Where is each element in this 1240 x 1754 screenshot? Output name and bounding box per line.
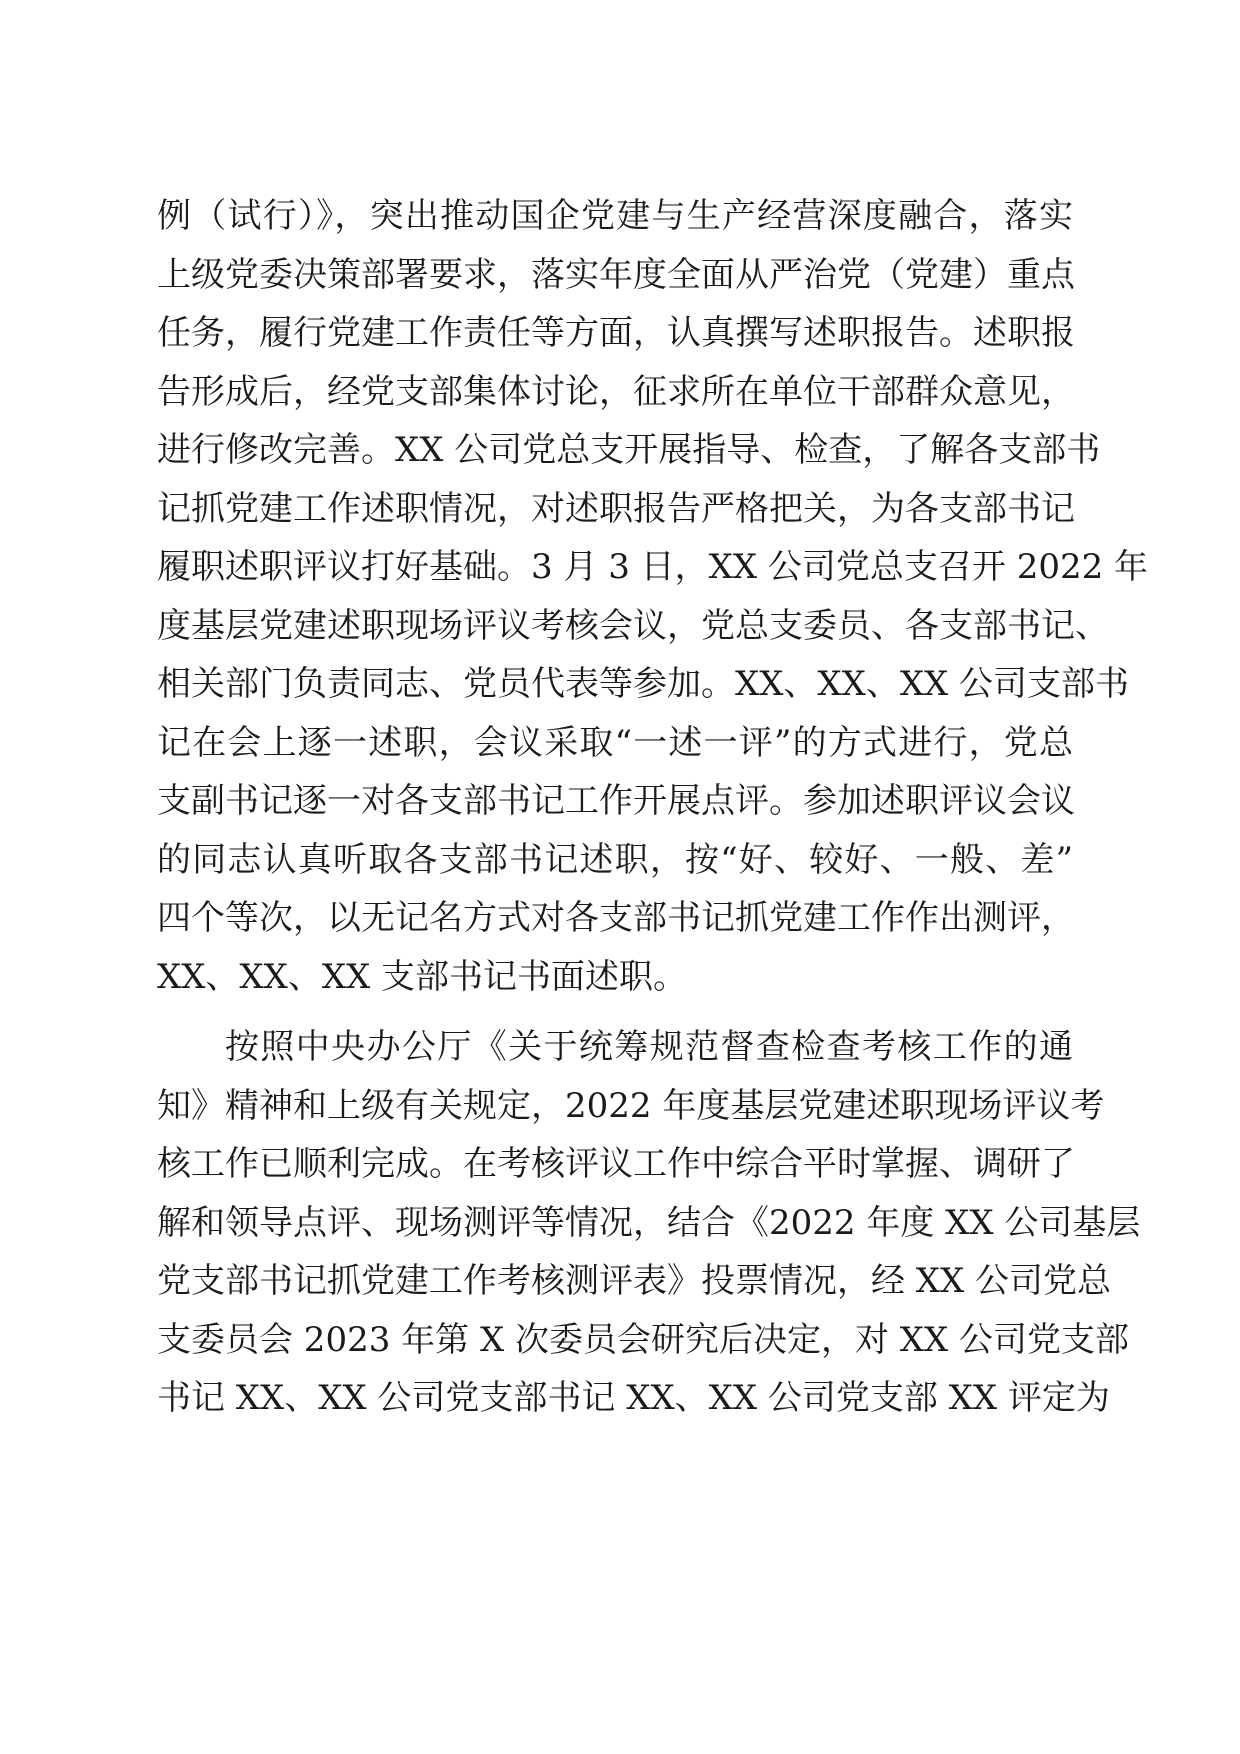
document-body [157, 187, 1149, 1428]
text-line: 书记 XX、XX 公司党支部书记 XX、XX 公司党支部 XX 评定为 [157, 1378, 1110, 1418]
text-line: 上级党委决策部署要求，落实年度全面从严治党（党建）重点 [157, 254, 1075, 295]
text-line: 度基层党建述职现场评议考核会议，党总支委员、各支部书记、 [157, 605, 1109, 646]
text-line: 按照中央办公厅《关于统筹规范督查检查考核工作的通 [225, 1027, 1073, 1067]
text-line: 支委员会 2023 年第 X 次委员会研究后决定，对 XX 公司党支部 [157, 1319, 1129, 1360]
text-line: 知》精神和上级有关规定，2022 年度基层党建述职现场评议考 [157, 1085, 1105, 1126]
text-line: 履职述职评议打好基础。3 月 3 日，XX 公司党总支召开 2022 年 [157, 547, 1149, 587]
paragraph-2 [157, 1018, 1141, 1428]
text-line: 记在会上逐一述职，会议采取“一述一评”的方式进行，党总 [157, 722, 1073, 763]
text-line: 核工作已顺利完成。在考核评议工作中综合平时掌握、调研了 [157, 1144, 1075, 1184]
text-line: 任务，履行党建工作责任等方面，认真撰写述职报告。述职报 [157, 313, 1075, 353]
text-line: 例（试行）》，突出推动国企党建与生产经营深度融合，落实 [157, 196, 1073, 236]
text-line: 解和领导点评、现场测评等情况，结合《2022 年度 XX 公司基层 [157, 1202, 1141, 1243]
text-line: 进行修改完善。XX 公司党总支开展指导、检查，了解各支部书 [157, 430, 1101, 470]
text-line: 党支部书记抓党建工作考核测评表》投票情况，经 XX 公司党总 [157, 1261, 1112, 1301]
paragraph-1 [157, 187, 1149, 1006]
text-line: 相关部门负责同志、党员代表等参加。XX、XX、XX 公司支部书 [157, 664, 1130, 704]
text-line: XX、XX、XX 支部书记书面述职。 [157, 956, 688, 997]
paragraph-spacer [157, 1006, 1073, 1018]
text-line: 告形成后，经党支部集体讨论，征求所在单位干部群众意见， [157, 371, 1075, 412]
text-line: 记抓党建工作述职情况，对述职报告严格把关，为各支部书记 [157, 488, 1075, 529]
text-line: 的同志认真听取各支部书记述职，按“好、较好、一般、差” [157, 839, 1073, 880]
text-line: 支副书记逐一对各支部书记工作开展点评。参加述职评议会议 [157, 781, 1075, 821]
text-line: 四个等次，以无记名方式对各支部书记抓党建工作作出测评， [157, 898, 1075, 938]
